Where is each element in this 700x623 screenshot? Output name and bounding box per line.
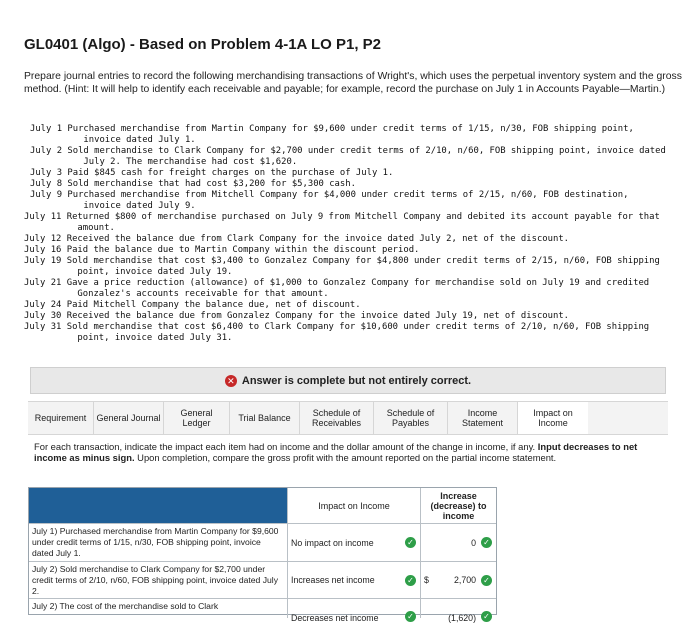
transaction-line: July 11 Returned $800 of merchandise purchased on July 9 from Mitchell Company and debited its account payable for that xyxy=(24,212,660,222)
transaction-line: July 12 Received the balance due from Clark Company for the invoice dated July 2, net of the discount. xyxy=(24,234,570,244)
dollar-sign: $ xyxy=(424,575,429,585)
transaction-line: Gonzalez's accounts receivable for that amount. xyxy=(24,289,329,299)
correct-check-icon: ✓ xyxy=(481,611,492,622)
impact-select[interactable] xyxy=(287,599,420,623)
tab-trial-balance[interactable]: Trial Balance xyxy=(230,402,300,434)
requirement-tabs xyxy=(28,401,668,435)
impact-select[interactable] xyxy=(287,562,420,598)
row-description: July 1) Purchased merchandise from Martin Company for $9,600 under credit terms of 1/15, n/30, FOB shipping point, invoice dated July 1. xyxy=(32,526,279,558)
correct-check-icon: ✓ xyxy=(405,575,416,586)
tab-schedule-of-receivables[interactable]: Schedule of Receivables xyxy=(300,402,374,434)
transaction-line: July 16 Paid the balance due to Martin Company within the discount period. xyxy=(24,245,420,255)
amount-value: 0 xyxy=(471,537,476,548)
correct-check-icon: ✓ xyxy=(481,575,492,586)
instructions-text: For each transaction, indicate the impact each item had on income and the dollar amount of the change in income, if any. xyxy=(34,441,536,452)
transaction-line: point, invoice dated July 19. xyxy=(24,267,233,277)
tab-impact-on-income[interactable]: Impact on Income xyxy=(518,402,588,434)
tab-instructions xyxy=(34,441,654,463)
transaction-line: July 8 Sold merchandise that had cost $3,200 for $5,300 cash. xyxy=(30,179,356,189)
table-row xyxy=(29,598,496,623)
table-header-blank xyxy=(29,488,287,523)
answer-status-text: Answer is complete but not entirely correct. xyxy=(241,374,472,387)
transaction-line: July 30 Received the balance due from Gonzalez Company for the invoice dated July 19, net of discount. xyxy=(24,311,570,321)
correct-check-icon: ✓ xyxy=(405,611,416,622)
transaction-line: July 21 Gave a price reduction (allowance) of $1,000 to Gonzalez Company for merchandise sold on July 19 and credited xyxy=(24,278,650,288)
transaction-line: invoice dated July 1. xyxy=(30,135,196,145)
tab-general-ledger[interactable]: General Ledger xyxy=(164,402,230,434)
instructions-bold-text: Input decreases to net income as minus sign. xyxy=(34,441,638,464)
page-title: GL0401 (Algo) - Based on Problem 4-1A LO P1, P2 xyxy=(24,36,382,53)
correct-check-icon: ✓ xyxy=(481,537,492,548)
transaction-line: July 1 Purchased merchandise from Martin Company for $9,600 under credit terms of 1/15, n/30, FOB shipping point, xyxy=(30,124,634,134)
impact-on-income-table xyxy=(28,487,497,623)
transaction-line: amount. xyxy=(24,223,115,233)
row-description: July 2) Sold merchandise to Clark Company for $2,700 under credit terms of 2/10, n/60, FOB shipping point, invoice dated July 2. xyxy=(32,564,279,596)
amount-input[interactable] xyxy=(420,562,496,598)
transaction-line: July 9 Purchased merchandise from Mitchell Company for $4,000 under credit terms of 2/15, n/60, FOB destination, xyxy=(30,190,629,200)
transaction-line: July 19 Sold merchandise that cost $3,400 to Gonzalez Company for $4,800 under credit terms of 2/15, n/60, FOB shipping xyxy=(24,256,660,266)
transaction-line: point, invoice dated July 31. xyxy=(24,333,233,343)
amount-input[interactable] xyxy=(420,524,496,561)
column-header-amount: Increase (decrease) to income xyxy=(420,488,496,523)
column-header-impact: Impact on Income xyxy=(287,488,420,523)
transaction-line: July 31 Sold merchandise that cost $6,400 to Clark Company for $10,600 under credit terms of 2/10, n/60, FOB shipping xyxy=(24,322,650,332)
impact-select-value: Increases net income xyxy=(291,575,375,585)
transaction-line: July 2 Sold merchandise to Clark Company for $2,700 under credit terms of 2/10, n/60, FOB shipping point, invoice dated xyxy=(30,146,666,156)
impact-select-value: No impact on income xyxy=(291,537,374,548)
row-description: July 2) The cost of the merchandise sold to Clark xyxy=(32,601,219,611)
table-row xyxy=(29,561,496,598)
impact-select[interactable] xyxy=(287,524,420,561)
problem-instructions: Prepare journal entries to record the following merchandising transactions of Wright's, which uses the perpetual inventory system and the gross method. (Hint: It will help to identify each receivable and payable; for example, record the purchase on July 1 in Accounts Payable—Martin.) xyxy=(24,71,682,95)
correct-check-icon: ✓ xyxy=(405,537,416,548)
transaction-line: July 3 Paid $845 cash for freight charges on the purchase of July 1. xyxy=(30,168,394,178)
tab-general-journal[interactable]: General Journal xyxy=(94,402,164,434)
amount-value: 2,700 xyxy=(453,575,476,585)
transaction-line: invoice dated July 9. xyxy=(30,201,196,211)
impact-select-value: Decreases net income xyxy=(291,613,379,623)
tab-requirement[interactable]: Requirement xyxy=(28,402,94,434)
table-row xyxy=(29,523,496,561)
tab-income-statement[interactable]: Income Statement xyxy=(448,402,518,434)
amount-input[interactable] xyxy=(420,599,496,623)
amount-value: (1,620) xyxy=(448,613,476,623)
transaction-line: July 2. The merchandise had cost $1,620. xyxy=(30,157,298,167)
tab-schedule-of-payables[interactable]: Schedule of Payables xyxy=(374,402,448,434)
error-x-icon: ✕ xyxy=(225,375,237,387)
transaction-line: July 24 Paid Mitchell Company the balance due, net of discount. xyxy=(24,300,361,310)
answer-status-banner xyxy=(30,367,666,394)
instructions-rest-text: Upon completion, compare the gross profit with the amount reported on the partial income statement. xyxy=(134,452,557,464)
